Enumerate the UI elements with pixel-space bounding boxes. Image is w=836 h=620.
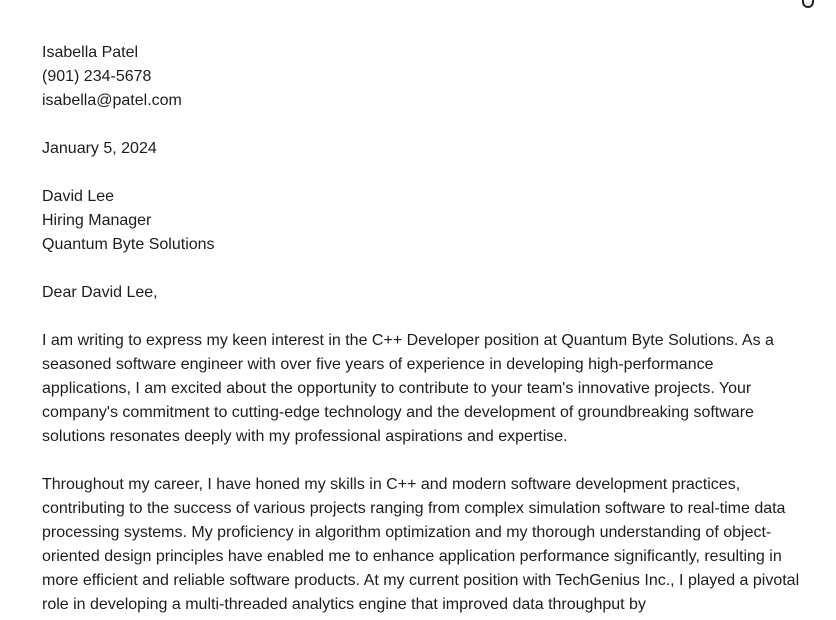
recipient-name: David Lee xyxy=(42,188,115,205)
cover-letter xyxy=(42,41,802,620)
partial-glyph-icon xyxy=(802,0,814,8)
body-paragraph-1: I am writing to express my keen interest in the C++ Developer position at Quantum Byte Solutions. As a seasoned software engineer with over five years of experience in developing high-performance applications, I am excited about the opportunity to contribute to your team's innovative projects. Your company's commitment to cutting-edge technology and the development of groundbreaking software solutions resonates deeply with my professional aspirations and expertise. xyxy=(42,332,774,445)
recipient-block xyxy=(42,185,802,257)
sender-email: isabella@patel.com xyxy=(42,92,182,109)
sender-phone: (901) 234-5678 xyxy=(42,68,152,85)
body-paragraph-2: Throughout my career, I have honed my skills in C++ and modern software development practices, contributing to the success of various projects ranging from complex simulation software to real-time data processing systems. My proficiency in algorithm optimization and my thorough understanding of object-oriented design principles have enabled me to enhance application performance significantly, resulting in more efficient and reliable software products. At my current position with TechGenius Inc., I played a pivotal role in developing a multi-threaded analytics engine that improved data throughput by xyxy=(42,476,800,613)
recipient-company: Quantum Byte Solutions xyxy=(42,236,215,253)
sender-block xyxy=(42,41,802,113)
sender-name: Isabella Patel xyxy=(42,44,139,61)
recipient-title: Hiring Manager xyxy=(42,212,152,229)
letter-date: January 5, 2024 xyxy=(42,140,157,157)
salutation: Dear David Lee, xyxy=(42,284,158,301)
date-block xyxy=(42,137,802,161)
salutation-block xyxy=(42,281,802,305)
